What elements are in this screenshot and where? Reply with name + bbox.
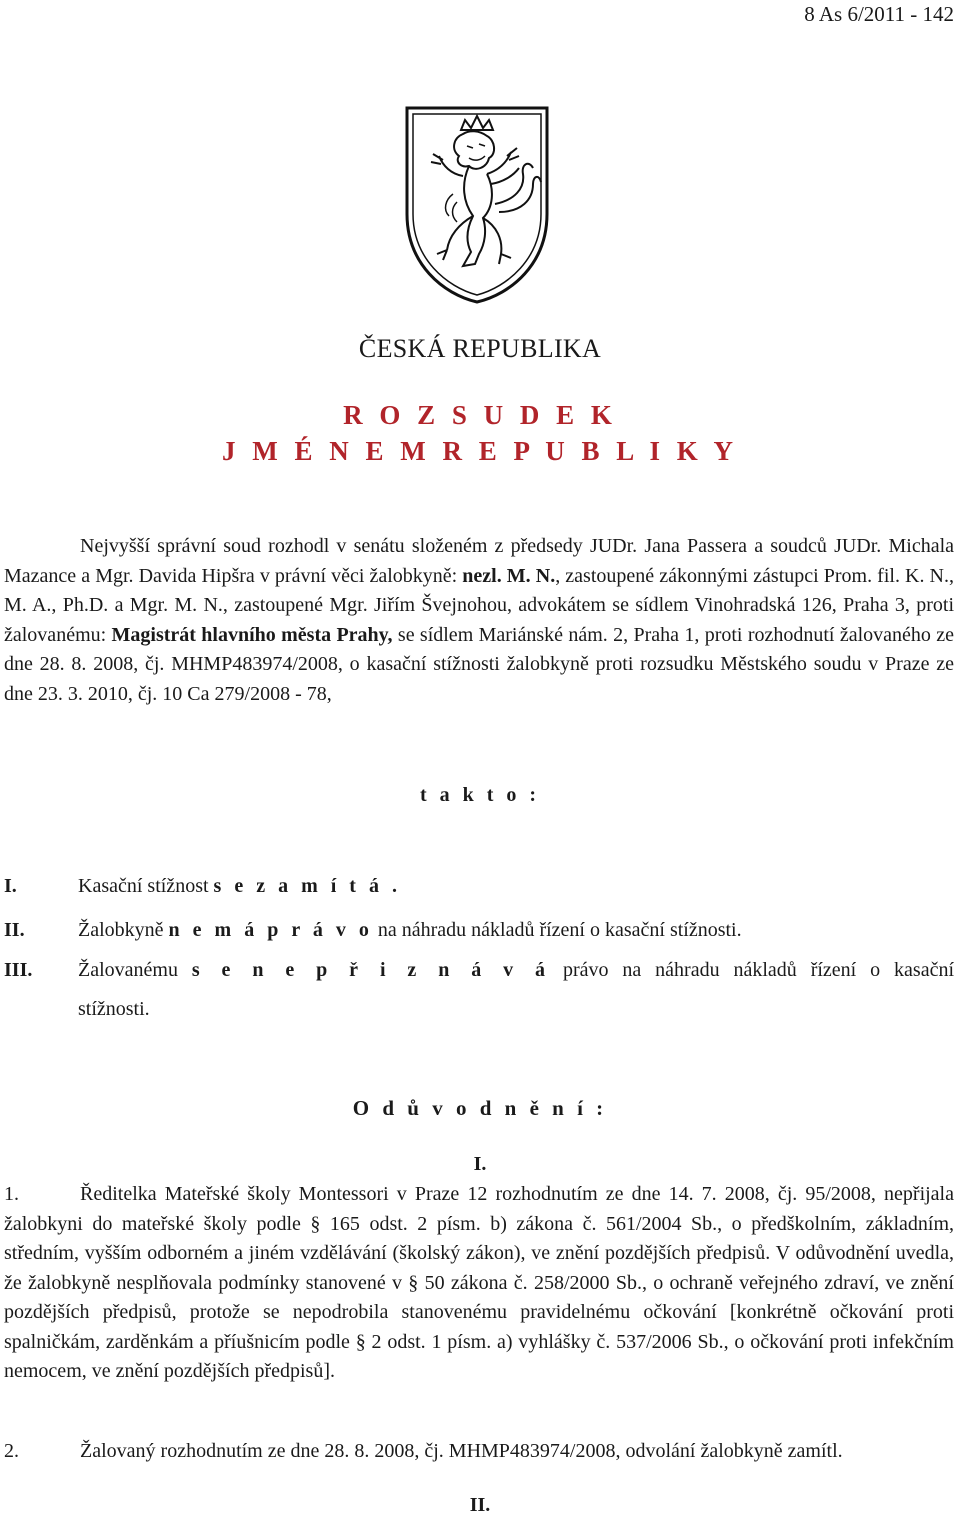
paragraph-text: Ředitelka Mateřské školy Montessori v Praze 12 rozhodnutím ze dne 14. 7. 2008, čj. 95/2008, nepřijala žalobkyni do mateřské školy podle § 165 odst. 2 písm. b) zákona č. 561/2004 Sb., o předškolním, základním, středním, vyšším odborném a jiném vzdělávání (školský zákon), ve znění pozdějších předpisů. V odůvodnění uvedla, že žalobkyně nesplňovala podmínky stanovené v § 50 zákona č. 258/2000 Sb., o ochraně veřejného zdraví, ve znění pozdějších předpisů, protože se nepodrobila stanovenému pravidelnému očkování [konkrétně očkování proti spalničkám, zarděnkám a příušnicím podle § 2 odst. 1 písm. a) vyhlášky č. 537/2006 Sb., o očkování proti infekčním nemocem, ve znění pozdějších předpisů]. xyxy=(4,1183,954,1382)
intro-text-3: se sídlem Mariánské nám. 2, Praha 1, proti rozhodnutí žalovaného ze dne 28. 8. 2008, čj. MHMP483974/2008, o kasační stížnosti žalobkyně proti rozsudku Městského soudu v Praze ze dne 23. 3. 2010, čj. 10 Ca 279/2008 - 78, xyxy=(4,623,954,705)
takto-heading: t a k t o : xyxy=(419,784,541,806)
verdict-item-3-continuation: stížnosti. xyxy=(78,998,150,1020)
czech-lion-coat-of-arms-icon xyxy=(403,104,551,306)
judgment-subtitle: J M É N E M R E P U B L I K Y xyxy=(221,436,739,466)
verdict-text: Žalobkyně n e m á p r á v o na náhradu nákladů řízení o kasační stížnosti. xyxy=(78,919,742,941)
plaintiff-name: nezl. M. N. xyxy=(462,564,556,587)
verdict-number: I. xyxy=(4,875,17,897)
intro-paragraph xyxy=(4,532,954,709)
section-heading-1: I. xyxy=(473,1153,487,1175)
paragraph-number: 2. xyxy=(4,1440,19,1462)
reasoning-paragraph-1 xyxy=(4,1180,954,1387)
paragraph-text: Žalovaný rozhodnutím ze dne 28. 8. 2008, čj. MHMP483974/2008, odvolání žalobkyně zamítl. xyxy=(80,1440,843,1462)
defendant-name: Magistrát hlavního města Prahy, xyxy=(111,623,393,646)
paragraph-number: 1. xyxy=(4,1183,19,1205)
intro-text-1: Nejvyšší správní soud rozhodl v senátu složeném z předsedy JUDr. Jana Passera a soudců JUDr. Michala Mazance a Mgr. Davida Hipšra v právní věci žalobkyně: xyxy=(4,535,954,587)
judgment-title: R O Z S U D E K xyxy=(343,400,617,430)
section-heading-2: II. xyxy=(469,1494,491,1516)
intro-text-2: , zastoupené zákonnými zástupci Prom. fil. K. N., M. A., Ph.D. a Mgr. M. N., zastoupené Mgr. Jiřím Švejnohou, advokátem se sídlem Vinohradská 126, Praha 3, proti žalovanému: xyxy=(4,564,954,646)
verdict-text: Kasační stížnost s e z a m í t á . xyxy=(78,875,401,897)
verdict-text: Žalovanému s e n e p ř i z n á v á právo na náhradu nákladů řízení o kasační xyxy=(78,959,955,981)
country-heading: ČESKÁ REPUBLIKA xyxy=(358,334,602,363)
verdict-number: III. xyxy=(4,959,33,981)
reasoning-paragraph-2 xyxy=(4,1437,954,1467)
case-reference: 8 As 6/2011 - 142 xyxy=(804,2,954,26)
verdict-number: II. xyxy=(4,919,25,941)
reasoning-heading: O d ů v o d n ě n í : xyxy=(352,1096,608,1120)
